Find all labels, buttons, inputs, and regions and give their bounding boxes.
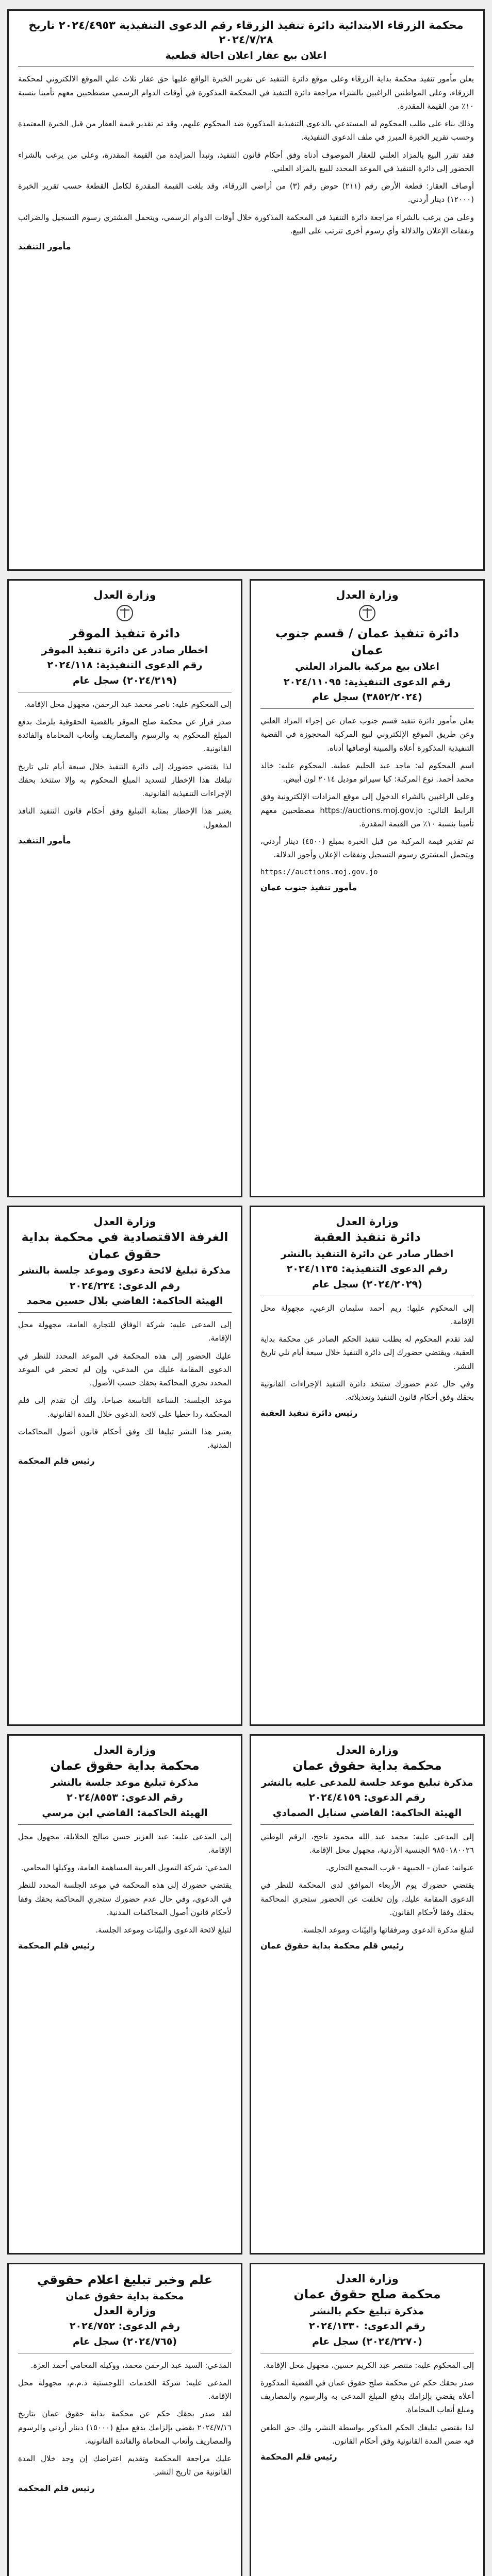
notice-heading: محكمة بداية حقوق عمان [65, 2291, 184, 2302]
notice-heading: اخطار صادر عن دائرة تنفيذ الموقر [41, 644, 208, 656]
notice-paragraph: يقتضي حضورك إلى هذه المحكمة في موعد الجلسة المحدد للنظر في الدعوى، وفي حال عدم حضورك ستجري المحاكمة بحقك وفقا لأحكام قانون أصول المحاكمات المدنية. [18, 1880, 232, 1917]
auction-website-link[interactable]: https://auctions.moj.gov.jo [260, 868, 378, 876]
notice-heading: مذكرة تبليغ موعد جلسة بالنشر [51, 1776, 199, 1788]
case-date: الهيئة الحاكمة: القاضي ابن مرسي [42, 1807, 208, 1819]
notice-paragraph: وعلى الراغبين بالشراء الدخول إلى موقع المزادات الإلكترونية وفق الرابط التالي: https://auctions.moj.gov.jo مصطحبين معهم تأمينا بنسبة ١٠٪ من القيمة المقدرة. [260, 792, 474, 828]
court-name: علم وخبر تبليغ اعلام حقوقي [37, 2273, 213, 2287]
case-date: (٣٨٥٢/٢٠٢٤) سجل عام [312, 691, 422, 703]
notice-heading: مذكرة تبليغ موعد جلسة للمدعى عليه بالنشر [261, 1776, 473, 1788]
ministry-title: وزارة العدل [93, 589, 156, 601]
notice-paragraph: المدعي: شركة التمويل العربية المساهمة العامة، ووكيلها المحامي. [21, 1863, 232, 1873]
notice-card [7, 1206, 242, 1726]
notice-signature: رئيس قلم المحكمة [18, 1941, 95, 1951]
notice-paragraph: لذا يقتضي حضورك إلى دائرة التنفيذ خلال سبعة أيام تلي تاريخ تبلغك هذا الإخطار لتسديد المبلغ المحكوم به وإلا ستتخذ بحقك الإجراءات التنفيذية القانونية. [18, 761, 232, 799]
notice-card [250, 1206, 485, 1726]
top-notice-title: محكمة الزرقاء الابتدائية دائرة تنفيذ الزرقاء رقم الدعوى التنفيذية ٢٠٢٤/٤٩٥٣ تاريخ ٢٠٢٤/٧/٢٨ [28, 19, 464, 46]
case-date: الهيئة الحاكمة: القاضي بلال حسين محمد [26, 1295, 223, 1307]
notice-paragraph: تم تقدير قيمة المركبة من قبل الخبرة بمبلغ (٤٥٠٠) دينار أردني، ويتحمل المشتري رسوم التسجيل ونفقات الإعلان وأجور الدلالة. [260, 837, 474, 860]
notice-paragraph: المدعي: السيد عبد الرحمن محمد، ووكيله المحامي أحمد العزة. [30, 2360, 232, 2370]
divider [18, 1824, 232, 1825]
court-name: دائرة تنفيذ الموقر [69, 626, 181, 641]
notice-card [250, 579, 485, 1197]
scales-icon [358, 604, 376, 622]
court-name: الغرفة الاقتصادية في محكمة بداية حقوق عمان [21, 1230, 228, 1261]
notice-paragraph: عنوانه: عمان - الجبيهة - قرب المجمع التجاري. [325, 1863, 474, 1873]
notice-paragraph: يعلن مأمور دائرة تنفيذ قسم جنوب عمان عن إجراء المزاد العلني وعن طريق الموقع الإلكتروني لبيع المركبة المحجوزة في القضية التنفيذية المذكورة أعلاه والمبينة أوصافها أدناه. [260, 716, 474, 753]
notice-paragraph: إلى المدعى عليه: عبد العزيز حسن صالح الخلايلة، مجهول محل الإقامة. [18, 1832, 232, 1855]
court-name: محكمة بداية حقوق عمان [50, 1758, 200, 1773]
case-number: رقم الدعوى: ٢٠٢٤/١٣٣٠ [309, 2320, 425, 2332]
notice-paragraph: لقد تقدم المحكوم له بطلب تنفيذ الحكم الصادر عن محكمة بداية العقبة، ويقتضي حضورك إلى دائرة التنفيذ خلال سبعة أيام تلي تاريخ النشر. [260, 1334, 474, 1371]
notice-paragraph: إلى المحكوم عليه: منتصر عبد الكريم حسين، مجهول محل الإقامة. [263, 2360, 474, 2370]
notice-signature: مأمور التنفيذ [18, 835, 71, 845]
case-number: رقم الدعوى التنفيذية: ٢٠٢٤/١١٣٥ [286, 1263, 448, 1275]
top-notice-paragraph: وعلى من يرغب بالشراء مراجعة دائرة التنفيذ في المحكمة المذكورة خلال أوقات الدوام الرسمي، ويتحمل المشتري رسوم التسجيل والضرائب ونفقات الإعلان والدلالة وأي رسوم أخرى تترتب على البيع. [18, 212, 474, 235]
court-name: محكمة صلح حقوق عمان [293, 2287, 441, 2302]
notice-paragraph: لذا يقتضي تبليغك الحكم المذكور بواسطة النشر، ولك حق الطعن فيه ضمن المدة القانونية وفق أحكام القانون. [260, 2422, 474, 2446]
top-notice-paragraph: وذلك بناء على طلب المحكوم له المستدعي بالدعوى التنفيذية المذكورة ضد المحكوم عليهم، وقد تم تقدير قيمة العقار من قبل الخبرة المعتمدة وحسب تقرير الخبرة المبرز في ملف الدعوى التنفيذية. [18, 119, 474, 142]
ministry-title: وزارة العدل [93, 1744, 156, 1756]
notice-paragraph: إلى المدعى عليه: محمد عبد الله محمود ناجح، الرقم الوطني ٩٨٥٠١٨٠٠٢٦ الجنسية الأردنية، مجهول محل الإقامة. [260, 1832, 474, 1855]
case-number: رقم الدعوى: ٢٠٢٤/٧٥٢ [69, 2320, 181, 2332]
ministry-title: وزارة العدل [93, 1215, 156, 1228]
case-date: (٢٠٢٤/٢٢٧٠) سجل عام [312, 2336, 422, 2348]
notice-heading: اخطار صادر عن دائرة التنفيذ بالنشر [281, 1248, 454, 1260]
divider [18, 66, 474, 67]
case-date: (٢٠٢٤/٢٠٢٩) سجل عام [312, 1279, 422, 1291]
top-notice [7, 9, 485, 571]
notice-paragraph: إلى المحكوم عليها: ريم أحمد سليمان الزعبي، مجهولة محل الإقامة. [260, 1303, 474, 1326]
notice-paragraph: لتبلغ مذكرة الدعوى ومرفقاتها والبيّنات وموعد الجلسة. [301, 1925, 474, 1935]
ministry-title: وزارة العدل [336, 1744, 399, 1756]
top-notice-paragraph: أوصاف العقار: قطعة الأرض رقم (٢١١) حوض رقم (٣) من أراضي الزرقاء، وقد بلغت القيمة المقدرة لكامل القطعة حسب تقرير الخبرة (١٢٠٠٠) دينار أردني. [18, 181, 474, 205]
notice-row [7, 1734, 485, 2255]
notice-signature: رئيس قلم المحكمة [260, 2452, 337, 2462]
notice-paragraph: المدعى عليه: شركة الخدمات اللوجستية ذ.م.م، مجهولة محل الإقامة. [18, 2378, 232, 2401]
case-number: رقم الدعوى: ٢٠٢٤/٨٥٥٣ [67, 1792, 183, 1804]
scales-icon [116, 604, 134, 622]
notice-card [250, 1734, 485, 2255]
notice-paragraph: وفي حال عدم حضورك ستتخذ دائرة التنفيذ الإجراءات القانونية بحقك وفق أحكام قانون التنفيذ وتعديلاته. [260, 1379, 474, 1402]
notice-paragraph: يقتضي حضورك يوم الأربعاء الموافق لدى المحكمة للنظر في الدعوى المقامة عليك، وإن تخلفت عن الحضور ستجري المحاكمة بحقك وفقا لأحكام القانون. [260, 1880, 474, 1917]
notice-row [7, 1206, 485, 1726]
notice-heading: اعلان بيع مركبة بالمزاد العلني [295, 661, 439, 673]
notice-heading: مذكرة تبليغ لائحة دعوى وموعد جلسة بالنشر [19, 1265, 231, 1277]
divider [260, 1824, 474, 1825]
notice-signature: رئيس قلم المحكمة [18, 2483, 95, 2493]
notice-paragraph: يعتبر هذا النشر تبليغا لك وفق أحكام قانون أصول المحاكمات المدنية. [18, 1427, 232, 1450]
notice-paragraph: لتبلغ لائحة الدعوى والبيّنات وموعد الجلسة. [95, 1925, 232, 1935]
notice-paragraph: إلى المحكوم عليه: ناصر محمد عبد الرحمن، مجهول محل الإقامة. [24, 699, 232, 709]
notice-card [250, 2263, 485, 2576]
notice-heading: مذكرة تبليغ حكم بالنشر [310, 2305, 424, 2317]
case-date: (٢٠٢٤/٧٦٥) سجل عام [72, 2336, 177, 2348]
notice-paragraph: إلى المدعى عليه: شركة الوفاق للتجارة العامة، مجهولة محل الإقامة. [18, 1320, 232, 1343]
top-notice-paragraph: فقد تقرر البيع بالمزاد العلني للعقار الموصوف أدناه وفق أحكام قانون التنفيذ، وتبدأ المزايدة من القيمة المقدرة، وعلى من يرغب بالشراء الحضور إلى دائرة التنفيذ في الموعد المحدد للبيع بالمزاد العلني. [18, 150, 474, 173]
notice-paragraph: عليك الحضور إلى هذه المحكمة في الموعد المحدد للنظر في الدعوى المقامة عليك من المدعي، وإن لم تحضر في الموعد المحدد تجري المحاكمة بحقك حسب الأصول. [18, 1351, 232, 1388]
notice-paragraph: صدر قرار عن محكمة صلح الموقر بالقضية الحقوقية يلزمك بدفع المبلغ المحكوم به والرسوم والمصاريف وأتعاب المحاماة والفائدة القانونية. [18, 717, 232, 754]
notice-signature: رئيس دائرة تنفيذ العقبة [260, 1408, 358, 1418]
notice-paragraph: عليك مراجعة المحكمة وتقديم اعتراضك إن وجد خلال المدة القانونية من تاريخ النشر. [18, 2454, 232, 2477]
notice-row [7, 579, 485, 1197]
ministry-title: وزارة العدل [336, 589, 399, 601]
top-notice-signature: مأمور التنفيذ [18, 242, 71, 252]
case-number: رقم الدعوى التنفيذية: ٢٠٢٤/١١٠٩٥ [283, 676, 451, 688]
case-number: رقم الدعوى: ٢٠٢٤/٤١٥٩ [309, 1792, 425, 1804]
notice-paragraph: اسم المحكوم له: ماجد عبد الحليم عطية. المحكوم عليه: خالد محمد أحمد. نوع المركبة: كيا سيراتو موديل ٢٠١٤ لون أبيض. [260, 760, 474, 784]
divider [18, 1312, 232, 1313]
case-number: رقم الدعوى: ٢٠٢٤/٢٣٤ [69, 1280, 181, 1292]
notice-paragraph: لقد صدر بحقك حكم عن محكمة بداية حقوق عمان بتاريخ ٢٠٢٤/٧/١٦ يقضي بإلزامك بدفع مبلغ (١٥٠٠٠) دينار أردني والرسوم والمصاريف وأتعاب المحاماة والفائدة القانونية. [18, 2409, 232, 2446]
notice-signature: مأمور تنفيذ جنوب عمان [260, 883, 357, 893]
notice-card [7, 2263, 242, 2576]
divider [260, 708, 474, 709]
ministry-title: وزارة العدل [336, 2273, 399, 2285]
notice-signature: رئيس قلم محكمة بداية حقوق عمان [260, 1941, 404, 1951]
notice-card [7, 1734, 242, 2255]
court-name: محكمة بداية حقوق عمان [292, 1758, 442, 1773]
notice-signature: رئيس قلم المحكمة [18, 1456, 95, 1466]
notice-card [7, 579, 242, 1197]
notice-paragraph: يعتبر هذا الإخطار بمثابة التبليغ وفق أحكام قانون التنفيذ النافذ المفعول. [18, 806, 232, 829]
case-date: (٢٠٢٤/٢١٩) سجل عام [72, 675, 177, 687]
notice-row [7, 2263, 485, 2576]
notice-paragraph: صدر بحقك حكم عن محكمة صلح حقوق عمان في القضية المذكورة أعلاه يقضي بإلزامك بدفع المبلغ المدعى به والرسوم والمصاريف ومبلغ أتعاب المحاماة. [260, 2378, 474, 2415]
case-date: الهيئة الحاكمة: القاضي سنابل الصمادي [272, 1807, 462, 1819]
case-number: رقم الدعوى التنفيذية: ٢٠٢٤/١١٨ [47, 659, 203, 671]
top-notice-paragraph: يعلن مأمور تنفيذ محكمة بداية الزرقاء وعلى موقع دائرة التنفيذ عن تقرير الخبرة الواقع عليها حق عقار ثلاث علي الموقع الالكتروني لمحكمة الزرقاء، وعلى المواطنين الراغبين بالشراء مراجعة دائرة التنفيذ في المحكمة المذكورة في أوقات الدوام الرسمي مصطحبين معهم تأمينا بنسبة ١٠٪ من القيمة المقدرة. [18, 74, 474, 111]
ministry-title: وزارة العدل [93, 2304, 156, 2317]
court-name: دائرة تنفيذ عمان / قسم جنوب عمان [275, 626, 460, 657]
top-notice-subtitle: اعلان بيع عقار اعلان احالة قطعية [165, 49, 327, 61]
court-name: دائرة تنفيذ العقبة [314, 1230, 421, 1245]
ministry-title: وزارة العدل [336, 1215, 399, 1228]
notice-paragraph: موعد الجلسة: الساعة التاسعة صباحا، ولك أن تقدم إلى قلم المحكمة ردا خطيا على لائحة الدعوى خلال المدة القانونية. [18, 1396, 232, 1419]
